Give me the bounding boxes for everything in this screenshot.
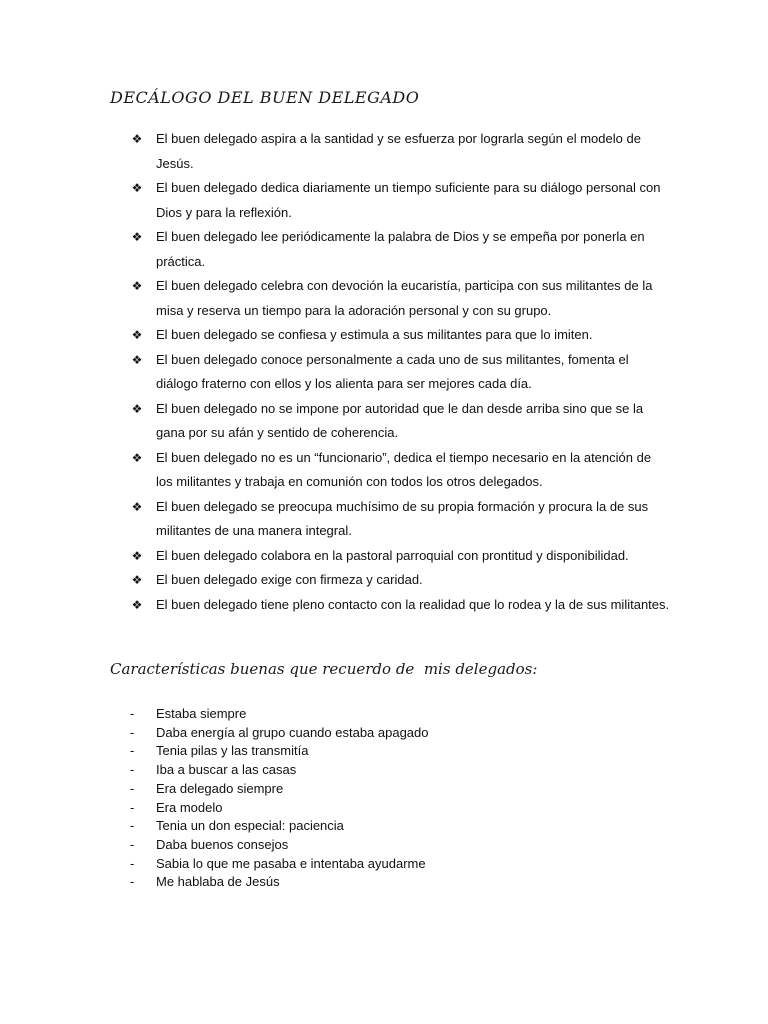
dash-bullet-icon: -	[130, 799, 135, 815]
diamond-bullet-icon: ❖	[131, 352, 143, 367]
decalogue-item-text: El buen delegado conoce personalmente a cada uno de sus militantes, fomenta el diálogo fraterno con ellos y los alienta para ser mejores cada día.	[156, 351, 629, 391]
memory-item-text: Sabia lo que me pasaba e intentaba ayudarme	[156, 855, 426, 871]
diamond-bullet-icon: ❖	[131, 279, 143, 293]
decalogue-item-text: El buen delegado celebra con devoción la eucaristía, participa con sus militantes de la misa y reserva un tiempo para la adoración personal y con su grupo.	[156, 278, 653, 318]
memory-item	[130, 855, 429, 874]
dash-bullet-icon: -	[130, 818, 135, 834]
memory-item-text: Tenia un don especial: paciencia	[156, 818, 344, 834]
memory-item	[130, 836, 429, 855]
decalogue-item	[130, 568, 670, 593]
memory-item-text: Daba buenos consejos	[156, 836, 289, 852]
memory-item	[130, 780, 429, 799]
dash-bullet-icon: -	[130, 706, 135, 721]
decalogue-item-text: El buen delegado aspira a la santidad y se esfuerza por lograrla según el modelo de Jesús.	[156, 131, 641, 171]
memory-item	[130, 817, 429, 836]
decalogue-item-text: El buen delegado lee periódicamente la palabra de Dios y se empeña por ponerla en práctica.	[156, 229, 645, 269]
decalogue-item-text: El buen delegado no se impone por autoridad que le dan desde arriba sino que se la gana por su afán y sentido de coherencia.	[156, 400, 644, 440]
decalogue-item	[130, 593, 670, 618]
diamond-bullet-icon: ❖	[131, 450, 143, 465]
decalogue-item	[130, 176, 670, 225]
decalogue-item-text: El buen delegado dedica diariamente un tiempo suficiente para su diálogo personal con Dios y para la reflexión.	[156, 180, 661, 220]
diamond-bullet-icon: ❖	[131, 597, 143, 612]
memory-item	[130, 724, 429, 743]
diamond-bullet-icon: ❖	[131, 230, 143, 244]
memory-item-text: Daba energía al grupo cuando estaba apagado	[156, 724, 429, 740]
dash-bullet-icon: -	[130, 855, 135, 871]
decalogue-item-text: El buen delegado se confiesa y estimula a sus militantes para que lo imiten.	[156, 327, 593, 342]
memory-item-text: Tenia pilas y las transmitía	[156, 743, 309, 759]
diamond-bullet-icon: ❖	[131, 573, 143, 587]
decalogue-item	[130, 544, 670, 569]
memory-item-text: Iba a buscar a las casas	[156, 762, 297, 778]
decalogue-item	[130, 495, 670, 544]
diamond-bullet-icon: ❖	[131, 132, 143, 146]
decalogue-item	[130, 348, 670, 397]
memory-item	[130, 873, 429, 892]
document-title: DECÁLOGO DEL BUEN DELEGADO	[110, 88, 420, 107]
dash-bullet-icon: -	[130, 836, 135, 852]
decalogue-item	[130, 446, 670, 495]
memory-item-text: Estaba siempre	[156, 706, 247, 721]
decalogue-item	[130, 225, 670, 274]
diamond-bullet-icon: ❖	[131, 328, 143, 342]
dash-bullet-icon: -	[130, 743, 135, 759]
decalogue-item	[130, 323, 670, 348]
memory-item-text: Era modelo	[156, 799, 223, 815]
memory-item	[130, 761, 429, 780]
decalogue-item-text: El buen delegado exige con firmeza y caridad.	[156, 572, 423, 587]
diamond-bullet-icon: ❖	[131, 548, 143, 563]
decalogue-list	[130, 127, 670, 617]
diamond-bullet-icon: ❖	[131, 181, 143, 195]
diamond-bullet-icon: ❖	[131, 401, 143, 416]
diamond-bullet-icon: ❖	[131, 499, 143, 514]
section-subtitle: Características buenas que recuerdo de mis delegados:	[110, 660, 538, 678]
dash-bullet-icon: -	[130, 724, 135, 740]
decalogue-item-text: El buen delegado colabora en la pastoral parroquial con prontitud y disponibilidad.	[156, 547, 629, 563]
decalogue-item-text: El buen delegado tiene pleno contacto con la realidad que lo rodea y la de sus militantes.	[156, 596, 670, 612]
dash-bullet-icon: -	[130, 874, 135, 890]
decalogue-item	[130, 127, 670, 176]
memory-item	[130, 742, 429, 761]
memories-list	[130, 705, 429, 892]
memory-item	[130, 705, 429, 724]
memory-item-text: Me hablaba de Jesús	[156, 874, 280, 890]
decalogue-item-text: El buen delegado no es un “funcionario”, dedica el tiempo necesario en la atención de los militantes y trabaja en comunión con todos los otros delegados.	[156, 449, 652, 489]
dash-bullet-icon: -	[130, 762, 135, 778]
memory-item	[130, 799, 429, 818]
memory-item-text: Era delegado siempre	[156, 780, 284, 796]
decalogue-item-text: El buen delegado se preocupa muchísimo de su propia formación y procura la de sus militantes de una manera integral.	[156, 498, 649, 538]
dash-bullet-icon: -	[130, 780, 135, 796]
decalogue-item	[130, 397, 670, 446]
decalogue-item	[130, 274, 670, 323]
